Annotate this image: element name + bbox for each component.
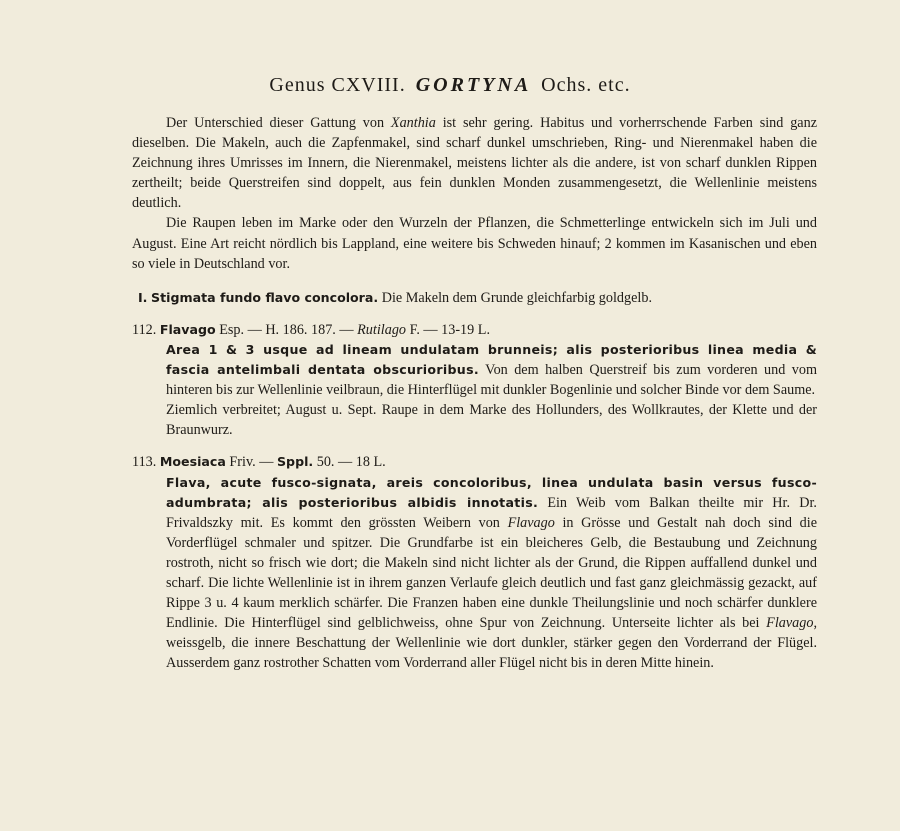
species-number: 113. [132,454,157,471]
species-synonym: Rutilago [357,321,407,338]
section-number: I. [138,289,148,305]
species-name: Flavago [159,321,216,337]
genus-heading [0,74,900,97]
species-entry-header: 113. Moesiaca Friv. — Sppl. 50. — 18 L. [132,454,386,471]
genus-author: Ochs. etc. [541,74,631,96]
species-diagnosis: Flava, acute fusco-signata, areis concoloribus, linea undulata basin versus fusco-adumbrata; alis posterioribus albidis innotatis. [166,474,817,510]
species-reference: Flavago [507,514,555,531]
supplement-reference: Sppl. [276,454,314,470]
species-number: 112. [132,321,157,338]
species-reference: Flavago [766,615,814,632]
species-entry-header: 112. Flavago Esp. — H. 186. 187. — Rutilago F. — 13-19 L. [132,321,491,338]
species-description: Flava, acute fusco-signata, areis concoloribus, linea undulata basin versus fusco-adumbrata; alis posterioribus albidis innotatis. Ein Weib vom Balkan theilte mir Hr. Dr. Frivaldszky mit. Es kommt den grössten Weibern von Flavago in Grösse und Gestalt nah doch sind die Vorderflügel schmaler und spitzer. Die Grundfarbe ist ein bleicheres Gelb, die Bestaubung und Zeichnung rostroth, nicht so frisch wie dort; die Makeln sind nicht lichter als der Grund, die Rippen auffallend dunkel und scharf. Die lichte Wellenlinie ist in ihrem ganzen Verlaufe gleich deutlich und fast ganz gleichmässig gezackt, auf Rippe 3 u. 4 kaum merklich schärfer. Die Franzen haben eine dunkle Theilungslinie und noch schärfer dunklere Endlinie. Die Hinterflügel sind gelblichweiss, ohne Spur von Zeichnung. Unterseite lichter als bei Flavago, weissgelb, die innere Beschattung der Wellenlinie wie dort dunkler, stärker gegen den Vorderrand der Flügel. Ausserdem ganz rostrother Schatten vom Vorderrand aller Flügel nicht bis in deren Mitte hinein. [166,474,818,672]
section-german: Die Makeln dem Grunde gleichfarbig goldgelb. [378,289,653,306]
species-diagnosis: Area 1 & 3 usque ad lineam undulatam brunneis; alis posterioribus linea media & fascia antelimbali dentata obscurioribus. [166,341,817,378]
species-name: Moesiaca [159,454,226,470]
intro-paragraph-2: Die Raupen leben im Marke oder den Wurzeln der Pflanzen, die Schmetterlinge entwickeln sich im Juli und August. Eine Art reicht nördlich bis Lappland, eine weitere bis Schweden hinauf; 2 kommen im Kasanischen und eben so viele in Deutschland vor. [132,215,817,272]
genus-name: GORTYNA [415,74,532,96]
genus-label: Genus CXVIII. [269,74,406,96]
intro-paragraph-1: Der Unterschied dieser Gattung von Xanthia ist sehr gering. Habitus und vorherrschende Farben sind ganz dieselben. Die Makeln, auch die Zapfenmakel, sind scharf dunkel umschrieben, Ring- und Nierenmakel haben die Zeichnung ihres Umrisses im Innern, die Nierenmakel, meistens lichter als die andere, ist von scharf dunklen Rippen zertheilt; beide Querstreifen sind doppelt, aus fein dunklen Monden zusammengesetzt, die Wellenlinie meistens deutlich. [132,115,817,212]
genus-reference: Xanthia [390,115,436,131]
section-latin: Stigmata fundo flavo concolora. [151,289,379,305]
species-note: Ziemlich verbreitet; August u. Sept. Raupe in dem Marke des Hollunders, des Wollkrautes, der Klette und der Braunwurz. [166,402,817,439]
section-heading [132,288,817,308]
page-body [132,113,817,673]
species-description: Area 1 & 3 usque ad lineam undulatam brunneis; alis posterioribus linea media & fascia antelimbali dentata obscurioribus. Von dem halben Querstreif bis zum vorderen und vom hinteren bis zur Wellenlinie veilbraun, die Hinterflügel mit dunkler Bogenlinie und solcher Binde vor dem Saume. [166,341,817,399]
